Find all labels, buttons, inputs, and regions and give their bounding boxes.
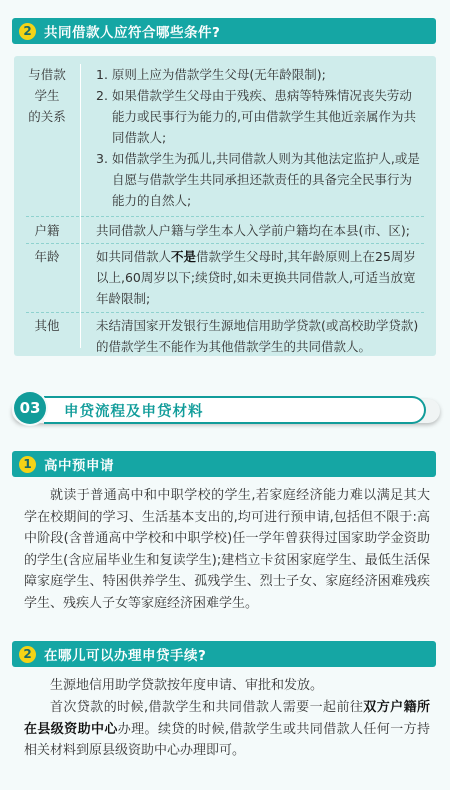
household-text: 共同借款人户籍与学生本人入学前户籍均在本县(市、区); [96,223,410,238]
section-03-bar [44,396,426,424]
number-badge: 2 [19,646,36,663]
row-divider [26,312,424,313]
row-divider [26,243,424,244]
where-paragraph-2: 首次贷款的时候,借款学生和共同借款人需要一起前往双方户籍所在县级资助中心办理。续贷的时候,借款学生或共同借款人任何一方持相关材料到原县级资助中心办理即可。 [24,700,430,758]
age-text: 如共同借款人不是借款学生父母时,其年龄原则上在25周岁以上,60周岁以下;续贷时,如未更换共同借款人,可适当放宽年龄限制; [96,249,416,306]
row-divider [26,216,424,217]
where-emphasis: 双方户籍所在县级资助中心 [24,700,430,737]
relationship-item-2: 2. 如果借款学生父母由于残疾、患病等特殊情况丧失劳动能力或民事行为能力的,可由借款学生其他近亲属作为共同借款人; [96,88,416,145]
row-head-household: 户籍 [34,223,60,238]
subsection-header-preapply [12,451,436,477]
row-head-relationship: 与借款 学生 的关系 [28,67,66,124]
column-divider [80,64,81,348]
where-paragraph-1: 生源地信用助学贷款按年度申请、审批和发放。 [50,678,324,693]
number-badge: 1 [19,456,36,473]
subsection-title: 高中预申请 [44,458,114,474]
row-head-other: 其他 [34,318,60,333]
conditions-table [14,56,436,356]
section-header-common-borrower [12,18,436,44]
other-text: 未结清国家开发银行生源地信用助学贷款(或高校助学贷款)的借款学生不能作为其他借款学生的共同借款人。 [96,318,419,354]
number-badge: 2 [19,23,36,40]
section-03-header [0,392,450,428]
row-head-age: 年龄 [34,249,60,264]
subsection-header-where [12,641,436,667]
age-emphasis: 不是 [171,249,197,264]
section-03-number: 03 [14,392,46,424]
section-03-title: 申贷流程及申贷材料 [64,403,204,420]
preapply-paragraph: 就读于普通高中和中职学校的学生,若家庭经济能力难以满足其大学在校期间的学习、生活基本支出的,均可进行预申请,包括但不限于:高中阶段(含普通高中学校和中职学校)任一学年曾获得过国家助学金资助的学生(含应届毕业生和复读学生);建档立卡贫困家庭学生、最低生活保障家庭学生、特困供养学生、孤残学生、烈士子女、家庭经济困难残疾学生、残疾人子女等家庭经济困难学生。 [24,488,430,611]
relationship-item-3: 3. 如借款学生为孤儿,共同借款人则为其他法定监护人,或是自愿与借款学生共同承担还款责任的具备完全民事行为能力的自然人; [96,151,420,208]
subsection-title: 在哪儿可以办理申贷手续? [44,648,207,664]
section-title: 共同借款人应符合哪些条件? [44,25,221,41]
relationship-item-1: 1. 原则上应为借款学生父母(无年龄限制); [96,67,326,82]
